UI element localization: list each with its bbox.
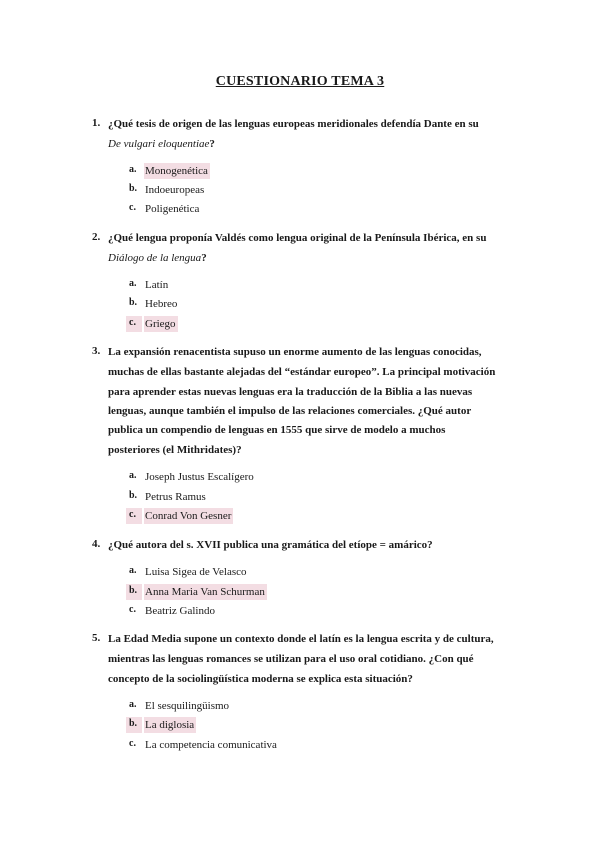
option-letter: b. bbox=[129, 585, 138, 596]
option-1c[interactable] bbox=[0, 201, 600, 217]
option-letter: c. bbox=[129, 317, 136, 328]
question-text-line: muchas de ellas bastante alejadas del “estándar europeo”. La principal motivación bbox=[108, 366, 496, 378]
question-text-line: Diálogo de la lengua? bbox=[108, 252, 207, 264]
work-title: Diálogo de la lengua bbox=[108, 252, 202, 264]
option-2a[interactable] bbox=[0, 277, 600, 293]
option-letter: b. bbox=[129, 297, 138, 308]
question-text-line: publica un compendio de lenguas en 1555 que sirve de modelo a muchos bbox=[108, 424, 446, 436]
option-text: Anna Maria Van Schurman bbox=[145, 586, 265, 598]
option-letter: a. bbox=[129, 164, 137, 175]
option-3b[interactable] bbox=[0, 489, 600, 505]
option-5c[interactable] bbox=[0, 737, 600, 753]
question-text-line: ¿Qué lengua proponía Valdés como lengua original de la Península Ibérica, en su bbox=[108, 232, 487, 244]
option-letter: b. bbox=[129, 718, 138, 729]
option-text: Latín bbox=[145, 279, 169, 291]
option-letter: c. bbox=[129, 604, 136, 615]
option-text: Hebreo bbox=[145, 298, 178, 310]
option-letter: a. bbox=[129, 565, 137, 576]
option-4a[interactable] bbox=[0, 564, 600, 580]
question-text-line: posteriores (el Mithridates)? bbox=[108, 444, 242, 456]
question-text-line: ¿Qué autora del s. XVII publica una gramática del etíope = amárico? bbox=[108, 539, 433, 551]
question-text-line: ¿Qué tesis de origen de las lenguas europeas meridionales defendía Dante en su bbox=[108, 118, 479, 130]
option-5b[interactable] bbox=[0, 717, 600, 733]
question-number: 2. bbox=[92, 231, 101, 243]
option-letter: c. bbox=[129, 738, 136, 749]
work-title: De vulgari eloquentiae bbox=[108, 138, 210, 150]
question-number: 5. bbox=[92, 632, 101, 644]
option-letter: b. bbox=[129, 490, 138, 501]
page-title: CUESTIONARIO TEMA 3 bbox=[215, 74, 385, 89]
option-letter: c. bbox=[129, 202, 136, 213]
option-text: Petrus Ramus bbox=[145, 491, 206, 503]
option-letter: b. bbox=[129, 183, 138, 194]
option-text: La competencia comunicativa bbox=[145, 739, 277, 751]
option-text: Luisa Sigea de Velasco bbox=[145, 566, 247, 578]
option-text: Indoeuropeas bbox=[145, 184, 205, 196]
option-1a[interactable] bbox=[0, 163, 600, 179]
option-letter: a. bbox=[129, 699, 137, 710]
question-text-line: lenguas, aunque también el impulso de las relaciones comerciales. ¿Qué autor bbox=[108, 405, 472, 417]
question-text-line: La expansión renacentista supuso un enorme aumento de las lenguas conocidas, bbox=[108, 346, 482, 358]
option-text: El sesquilingüismo bbox=[145, 700, 230, 712]
option-4c[interactable] bbox=[0, 603, 600, 619]
question-text-line: mientras las lenguas romances se utilizan para el uso oral cotidiano. ¿Con qué bbox=[108, 653, 474, 665]
option-letter: a. bbox=[129, 278, 137, 289]
option-3c[interactable] bbox=[0, 508, 600, 524]
question-text-line: La Edad Media supone un contexto donde el latín es la lengua escrita y de cultura, bbox=[108, 633, 494, 645]
question-number: 4. bbox=[92, 538, 101, 550]
option-1b[interactable] bbox=[0, 182, 600, 198]
option-letter: a. bbox=[129, 470, 137, 481]
option-text: Joseph Justus Escalígero bbox=[145, 471, 254, 483]
option-text: Beatriz Galindo bbox=[145, 605, 215, 617]
option-text: Monogenética bbox=[145, 165, 208, 177]
option-2c[interactable] bbox=[0, 316, 600, 332]
question-text-line: para aprender estas nuevas lenguas era la traducción de la Biblia a las nuevas bbox=[108, 386, 473, 398]
option-4b[interactable] bbox=[0, 584, 600, 600]
question-text-line: concepto de la sociolingüística moderna se explica esta situación? bbox=[108, 673, 413, 685]
question-text-line: De vulgari eloquentiae? bbox=[108, 138, 215, 150]
option-text: La diglosia bbox=[145, 719, 195, 731]
option-3a[interactable] bbox=[0, 469, 600, 485]
option-letter: c. bbox=[129, 509, 136, 520]
question-number: 1. bbox=[92, 117, 101, 129]
question-number: 3. bbox=[92, 345, 101, 357]
option-2b[interactable] bbox=[0, 296, 600, 312]
option-text: Conrad Von Gesner bbox=[145, 510, 232, 522]
option-5a[interactable] bbox=[0, 698, 600, 714]
option-text: Poligenética bbox=[145, 203, 200, 215]
option-text: Griego bbox=[145, 318, 176, 330]
